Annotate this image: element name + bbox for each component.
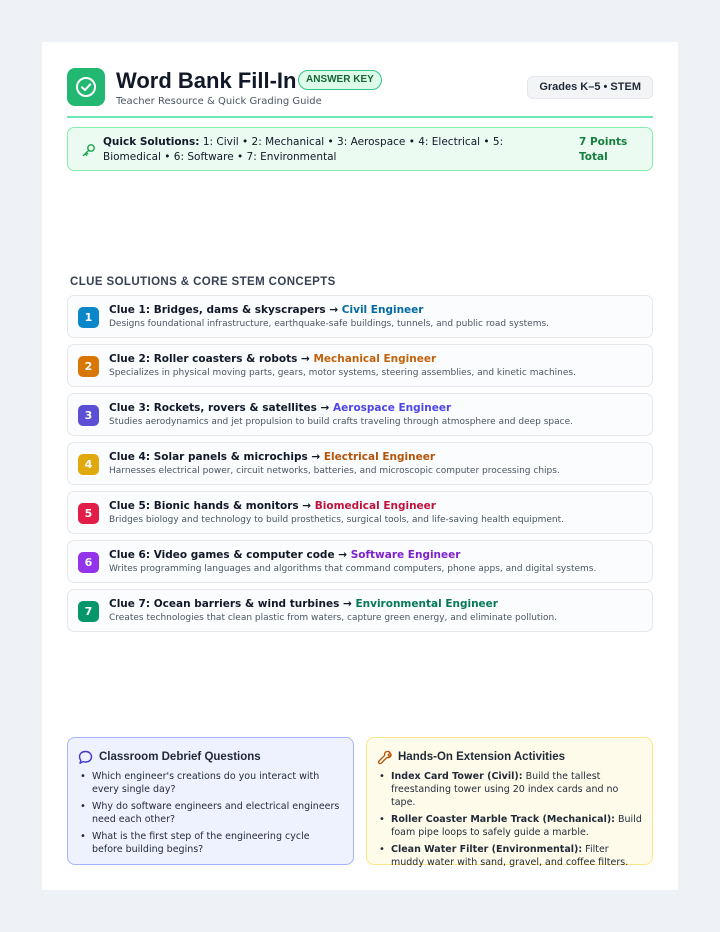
key-icon [82, 142, 96, 161]
clue-number-badge: 7 [78, 601, 99, 622]
activity-label: Index Card Tower (Civil): [391, 771, 523, 782]
debrief-title-text: Classroom Debrief Questions [99, 751, 261, 763]
quick-solutions-list: 1: Civil • 2: Mechanical • 3: Aerospace • 4: Electrical • 5: Biomedical • 6: Software • 7: Environmental [103, 136, 504, 163]
section-title: CLUE SOLUTIONS & CORE STEM CONCEPTS [70, 276, 336, 288]
grade-level-badge: Grades K–5 • STEM [527, 76, 653, 99]
clue-description: Creates technologies that clean plastic from waters, capture green energy, and eliminate pollution. [109, 613, 558, 623]
clue-list [67, 295, 653, 638]
clue-heading [109, 450, 435, 464]
clue-prompt: Clue 5: Bionic hands & monitors → [109, 500, 312, 512]
extension-list [377, 770, 642, 869]
clue-prompt: Clue 4: Solar panels & microchips → [109, 451, 321, 463]
clue-row [67, 344, 653, 387]
extension-title-text: Hands-On Extension Activities [398, 751, 565, 763]
clue-number-badge: 4 [78, 454, 99, 475]
clue-prompt: Clue 3: Rockets, rovers & satellites → [109, 402, 330, 414]
extension-activity [377, 843, 642, 869]
speech-bubble-icon [78, 750, 93, 765]
clue-answer: Civil Engineer [341, 304, 424, 316]
quick-solutions-banner [67, 127, 653, 171]
clue-heading [109, 548, 460, 562]
quick-solutions-text [103, 135, 553, 164]
debrief-question: • What is the first step of the engineering cycle before building begins? [78, 830, 343, 856]
clue-description: Studies aerodynamics and jet propulsion to build crafts traveling through atmosphere and deep space. [109, 417, 573, 427]
clue-number-badge: 5 [78, 503, 99, 524]
extension-card [366, 737, 653, 868]
clue-description: Specializes in physical moving parts, gears, motor systems, steering assemblies, and kinetic machines. [109, 368, 576, 378]
clue-prompt: Clue 2: Roller coasters & robots → [109, 353, 310, 365]
clue-heading [109, 499, 436, 513]
activity-text: Build the tallest freestanding tower using 20 index cards and no tape. [391, 771, 619, 808]
clue-description: Harnesses electrical power, circuit networks, batteries, and microscopic computer processing chips. [109, 466, 560, 476]
quick-solutions-label: Quick Solutions: [103, 136, 200, 148]
clue-row [67, 442, 653, 485]
activity-label: Roller Coaster Marble Track (Mechanical): [391, 814, 615, 825]
clue-number-badge: 6 [78, 552, 99, 573]
debrief-list [78, 770, 343, 856]
wrench-icon [377, 750, 392, 765]
clue-row [67, 491, 653, 534]
debrief-question: • Which engineer's creations do you interact with every single day? [78, 770, 343, 796]
clue-answer: Mechanical Engineer [313, 353, 437, 365]
debrief-card [67, 737, 354, 865]
check-circle-icon [67, 68, 105, 106]
clue-heading [109, 597, 498, 611]
clue-description: Bridges biology and technology to build prosthetics, surgical tools, and life-saving health equipment. [109, 515, 564, 525]
clue-number-badge: 2 [78, 356, 99, 377]
clue-answer: Electrical Engineer [323, 451, 435, 463]
clue-heading [109, 352, 436, 366]
page-title: Word Bank Fill-In [116, 68, 297, 93]
clue-row [67, 589, 653, 632]
clue-row [67, 540, 653, 583]
activity-text: Filter muddy water with sand, gravel, and coffee filters. [391, 844, 629, 868]
clue-number-badge: 3 [78, 405, 99, 426]
clue-answer: Aerospace Engineer [333, 402, 452, 414]
clue-row [67, 393, 653, 436]
clue-number-badge: 1 [78, 307, 99, 328]
worksheet-page [42, 42, 678, 890]
answer-key-badge: ANSWER KEY [298, 70, 382, 90]
clue-description: Writes programming languages and algorithms that command computers, phone apps, and digital systems. [109, 564, 597, 574]
clue-heading [109, 303, 423, 317]
header-divider [67, 116, 653, 118]
clue-prompt: Clue 1: Bridges, dams & skyscrapers → [109, 304, 339, 316]
page-header [67, 68, 653, 118]
activity-text: Build foam pipe loops to safely guide a marble. [391, 814, 642, 838]
clue-description: Designs foundational infrastructure, earthquake-safe buildings, tunnels, and public road systems. [109, 319, 550, 329]
clue-answer: Software Engineer [350, 549, 461, 561]
page-subtitle: Teacher Resource & Quick Grading Guide [116, 96, 322, 107]
debrief-title [78, 748, 343, 766]
activity-label: Clean Water Filter (Environmental): [391, 844, 583, 855]
points-total: 7 Points Total [579, 136, 628, 163]
extension-activity [377, 770, 642, 809]
clue-answer: Environmental Engineer [355, 598, 498, 610]
clue-answer: Biomedical Engineer [314, 500, 436, 512]
debrief-question: • Why do software engineers and electrical engineers need each other? [78, 800, 343, 826]
clue-prompt: Clue 7: Ocean barriers & wind turbines → [109, 598, 352, 610]
clue-heading [109, 401, 451, 415]
clue-row [67, 295, 653, 338]
extension-activity [377, 813, 642, 839]
clue-prompt: Clue 6: Video games & computer code → [109, 549, 348, 561]
extension-title [377, 748, 642, 766]
